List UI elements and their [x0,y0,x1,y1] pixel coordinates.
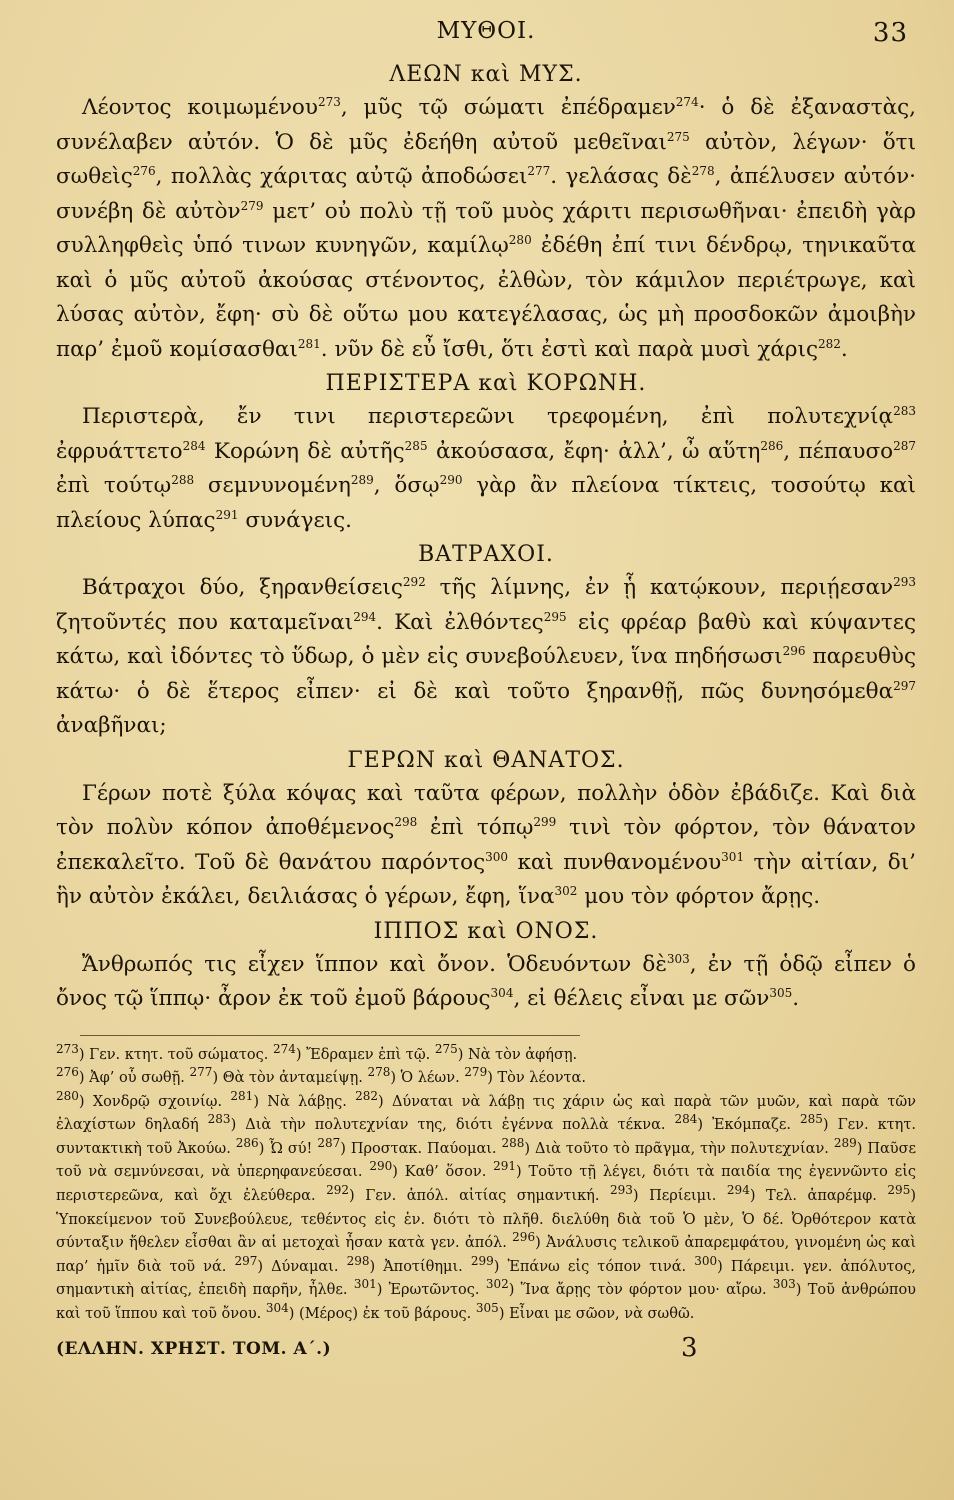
text-run: ) Ἔδραμεν ἐπὶ τῷ. [295,1046,435,1063]
footnote-ref: 295 [543,609,567,624]
footnote-ref: 275 [666,129,690,144]
text-run: ) Τοῦ ἀνθρώπου καὶ τοῦ ἵππου καὶ τοῦ ὄνου. [56,1282,916,1323]
footnote-ref: 287 [317,1136,341,1151]
footnote-ref: 276 [56,1065,79,1080]
footnote-ref: 281 [230,1088,254,1103]
footnote-ref: 291 [215,507,239,522]
footnotes-section [56,1041,917,1327]
text-run: Ἄνθρωπός τις εἶχεν ἵππον καὶ ὄνον. Ὁδευόντων δὲ [82,951,667,977]
fable-text [56,571,916,744]
text-run: ἐπὶ τούτῳ [56,473,172,498]
footnote-ref: 297 [234,1254,258,1269]
footnote-ref: 282 [355,1088,378,1103]
footnote-ref: 285 [800,1112,823,1127]
text-run: μετ’ οὐ πολὺ τῇ τοῦ μυὸς χάριτι περισωθῆναι· ἐπειδὴ γὰρ συλληφθεὶς ὑπό τινων κυνηγῶν, καμίλῳ [56,198,916,258]
footnote-ref: 280 [508,232,532,247]
footnote-ref: 282 [817,336,841,351]
running-title: ΜΥΘΟΙ. [436,18,536,44]
footnote-ref: 278 [367,1065,391,1080]
signature-text: (ΕΛΛΗΝ. ΧΡΗΣΤ. ΤΟΜ. Α΄.) [56,1338,332,1359]
footnote-ref: 297 [893,678,916,693]
footnote-ref: 296 [512,1230,536,1245]
text-run: ) (Μέρος) ἐκ τοῦ βάρους. [288,1306,476,1323]
footnote-ref: 286 [235,1136,259,1151]
footnote-ref: 273 [56,1041,79,1056]
footnote-ref: 288 [171,472,195,487]
text-run: Κορώνη δὲ αὐτῆς [205,438,405,464]
text-run: ) Νὰ λάβῃς. [253,1093,356,1110]
text-run: τὴν αἰτίαν, δι’ ἣν αὐτὸν ἐκάλει, δειλιάσας ὁ γέρων, ἔφη, ἵνα [56,849,916,909]
text-run: μου τὸν φόρτον ἄρῃς. [577,884,821,909]
footnote-ref: 299 [533,814,557,829]
text-run: ) Τὸν λέοντα. [487,1070,586,1087]
footnote-ref: 293 [610,1183,633,1198]
footnote-paragraph [56,1067,916,1091]
footnote-ref: 277 [527,163,551,178]
text-run: ἀκούσασα, ἔφη· ἀλλ’, ὦ αὕτη [427,438,761,464]
text-run: ) Χονδρῷ σχοινίῳ. [78,1093,231,1110]
footnote-ref: 304 [490,985,514,1000]
text-run: εἰς φρέαρ βαθὺ καὶ κύψαντες κάτω, καὶ ἰδόντες τὸ ὕδωρ, ὁ μὲν εἰς συνεβούλευεν, ἵνα πηδήσωσι [56,609,916,669]
footnote-ref: 292 [326,1183,350,1198]
fables-section [56,62,916,1017]
footnote-ref: 276 [132,163,156,178]
text-run: , ἐν τῇ ὁδῷ εἶπεν ὁ ὄνος τῷ ἵππῳ· ἆρον ἐκ τοῦ ἐμοῦ βάρους [56,951,916,1011]
text-run: ) Ἐκόμπαζε. [697,1117,800,1134]
text-run: ) Ἐπάνω εἰς τόπον τινά. [493,1258,695,1275]
text-run: ) Παῦσε τοῦ νὰ σεμνύνεσαι, νὰ ὑπερηφανεύεσαι. [56,1140,916,1181]
text-run: ) Γεν. ἀπόλ. αἰτίας σημαντική. [349,1188,610,1205]
footnote-ref: 281 [297,336,321,351]
text-run: Βάτραχοι δύο, ξηρανθείσεις [82,575,403,600]
footnote-ref: 302 [554,883,578,898]
text-run: ) Ὑποκείμενον τοῦ Συνεβούλευε, τεθέντος εἰς ἑν. διότι τὸ πλῆθ. διελύθη διὰ τοῦ Ὁ μὲν, Ὁ δέ. Ὀρθότερον κατὰ σύνταξιν ἤθελεν εἶσθαι ἂν αἱ μετοχαὶ ἦσαν κατὰ γεν. ἀπόλ. [56,1188,916,1252]
footnote-ref: 290 [369,1159,393,1174]
text-run: ) Ὦ σύ! [258,1140,318,1157]
text-run: καὶ πυνθανομένου [508,849,722,875]
page-number: 33 [872,18,908,48]
footnote-ref: 301 [353,1277,377,1292]
footnote-ref: 296 [782,643,806,658]
footnote-ref: 280 [56,1088,79,1103]
text-run: ) Περίειμι. [632,1188,727,1205]
footnote-ref: 303 [666,951,690,966]
fable-title: ΠΕΡΙΣΤΕΡΑ καὶ ΚΟΡΩΝΗ. [325,371,647,396]
text-run: . [792,986,800,1011]
text-run: ) Γεν. κτητ. τοῦ σώματος. [78,1046,273,1063]
text-run: , ὅσῳ [373,473,440,498]
footnote-ref: 273 [317,94,341,109]
text-run: . γελάσας δὲ [550,164,692,189]
footnote-ref: 301 [721,849,745,864]
running-head [56,18,916,58]
text-run: αὐτὸν, λέγων· ὅτι σωθεὶς [56,129,917,189]
footnote-ref: 274 [675,94,699,109]
fable-text [56,948,916,1017]
text-run: , μῦς τῷ σώματι ἐπέδραμεν [340,95,676,120]
footnote-ref: 283 [207,1112,231,1127]
text-run: , εἰ θέλεις εἶναι με σῶν [513,986,770,1011]
footnote-ref: 294 [726,1183,750,1198]
text-run: ) Ἵνα ἄρῃς τὸν φόρτον μου· αἴρω. [508,1282,773,1299]
footnote-ref: 298 [394,814,418,829]
text-run: . νῦν δὲ εὖ ἴσθι, ὅτι ἐστὶ καὶ παρὰ μυσὶ χάρις [320,336,818,362]
footnote-ref: 303 [772,1277,796,1292]
footnote-rule [80,1035,580,1036]
footnote-ref: 300 [485,849,509,864]
footnote-ref: 283 [893,403,916,418]
footnote-ref: 287 [893,438,916,453]
footnote-ref: 284 [674,1112,698,1127]
text-run: , πολλὰς χάριτας αὐτῷ ἀποδώσει [155,164,528,189]
text-run: ) Διὰ τὴν πολυτεχνίαν της, διότι ἐγέννα πολλὰ τέκνα. [230,1117,675,1134]
fable-title: ΒΑΤΡΑΧΟΙ. [418,542,554,567]
text-run: ) Γεν. κτητ. συντακτικὴ τοῦ Ἀκούω. [56,1117,917,1157]
text-run: ἐπὶ τόπῳ [417,815,534,840]
text-run: Γέρων ποτὲ ξύλα κόψας καὶ ταῦτα φέρων, πολλὴν ὁδὸν ἐβάδιζε. Καὶ διὰ τὸν πολὺν κόπον ἀποθέμενος [56,780,916,840]
footnote-ref: 290 [439,472,463,487]
footnote-ref: 299 [470,1254,494,1269]
printer-signature [56,1332,916,1371]
footnote-ref: 294 [353,609,377,624]
text-run: ) Τελ. ἀπαρέμφ. [749,1188,888,1205]
text-run: , πέπαυσο [783,438,894,464]
text-run: ) Προστακ. Παύομαι. [340,1140,502,1157]
text-run: ) Τοῦτο τῇ λέγει, διότι τὰ παιδία της ἐγεννῶντο εἰς περιστερεῶνα, καὶ ὄχι ἐλεύθερα. [56,1164,917,1205]
text-run: ) Καθ’ ὅσον. [392,1164,494,1181]
footnote-ref: 274 [273,1041,296,1056]
footnote-ref: 292 [402,574,426,589]
fable-title: ΓΕΡΩΝ καὶ ΘΑΝΑΤΟΣ. [347,747,625,773]
footnote-ref: 300 [694,1254,718,1269]
text-run: Περιστερὰ, ἔν τινι περιστερεῶνι τρεφομένη, ἐπὶ πολυτεχνίᾳ [82,404,894,429]
text-run: παρευθὺς κάτω· ὁ δὲ ἕτερος εἶπεν· εἰ δὲ καὶ τοῦτο ξηρανθῇ, πῶς δυνησόμεθα [56,644,916,704]
text-run: ἐφρυάττετο [56,438,183,464]
text-run: συνάγεις. [238,507,352,533]
text-run: . [840,336,848,362]
text-run: ) Εἶναι με σῶον, νὰ σωθῶ. [498,1306,695,1323]
text-run: ) Ὁ λέων. [390,1070,465,1087]
text-run: , ἀπέλυσεν αὐτόν· συνέβη δὲ αὐτὸν [56,164,916,224]
text-run: ) Πάρειμι. γεν. ἀπόλυτος, σημαντικὴ αἰτίας, ἐπειδὴ παρῆν, ἦλθε. [56,1258,917,1299]
fable-text [56,400,916,538]
footnote-ref: 285 [404,438,428,453]
text-run: ) Δύναμαι. [257,1258,347,1275]
footnote-ref: 289 [833,1136,857,1151]
text-run: · ὁ δὲ ἐξαναστὰς, συνέλαβεν αὐτόν. Ὁ δὲ μῦς ἐδεήθη αὐτοῦ μεθεῖναι [56,95,917,155]
text-run: ) Ἀφ’ οὗ σωθῇ. [78,1070,190,1087]
footnote-ref: 295 [887,1183,911,1198]
footnote-ref: 289 [350,472,374,487]
footnote-ref: 293 [893,574,917,589]
footnote-ref: 305 [475,1301,499,1316]
text-run: ) Ἐρωτῶντος. [376,1282,486,1299]
footnote-ref: 291 [493,1159,517,1174]
text-run: ) Θὰ τὸν ἀνταμείψῃ. [212,1070,368,1087]
footnote-ref: 305 [769,985,793,1000]
fable-title: ΛΕΩΝ καὶ ΜΥΣ. [389,62,583,87]
footnote-ref: 288 [501,1136,525,1151]
text-run: γὰρ ἂν πλείονα τίκτεις, τοσούτῳ καὶ πλείους λύπας [56,473,916,533]
text-run: ) Ἀποτίθημι. [369,1258,471,1275]
signature-number: 3 [680,1332,698,1363]
footnote-ref: 284 [182,438,206,453]
text-run: ) Δύναται νὰ λάβῃ τις χάριν ὡς καὶ παρὰ τῶν μυῶν, καὶ παρὰ τῶν ἐλαχίστων δηλαδή [56,1093,916,1134]
text-run: ) Διὰ τοῦτο τὸ πρᾶγμα, τὴν πολυτεχνίαν. [524,1140,834,1157]
footnote-ref: 302 [485,1277,509,1292]
fable-title: ΙΠΠΟΣ καὶ ΟΝΟΣ. [373,918,599,944]
footnote-paragraph [56,1088,917,1327]
footnote-ref: 278 [691,163,715,178]
footnote-ref: 298 [346,1254,370,1269]
text-run: ) Νὰ τὸν ἀφήσῃ. [457,1046,578,1063]
text-run: ἐδέθη ἐπί τινι δένδρῳ, τηνικαῦτα καὶ ὁ μῦς αὐτοῦ ἀκούσας στένοντος, ἐλθὼν, τὸν κάμιλον περιέτρωγε, καὶ λύσας αὐτὸν, ἔφη· σὺ δὲ οὕτω μου κατεγέλασας, ὡς μὴ προσδοκῶν ἀμοιβὴν παρ’ ἐμοῦ κομίσασθαι [56,233,917,362]
footnote-ref: 279 [464,1065,488,1080]
text-run: ἀναβῆναι; [56,713,167,738]
text-run: σεμνυνομένη [194,473,351,498]
footnote-ref: 279 [240,198,264,213]
fable-text [56,91,916,367]
footnote-ref: 304 [265,1301,289,1316]
footnote-ref: 286 [760,438,784,453]
text-run: ζητοῦντές που καταμεῖναι [56,609,354,635]
text-run: ) Ἀνάλυσις τελικοῦ ἀπαρεμφάτου, γινομένη ὡς καὶ παρ’ ἡμῖν διὰ τοῦ νά. [56,1235,916,1275]
text-run: Λέοντος κοιμωμένου [82,95,318,120]
footnote-paragraph [56,1041,916,1068]
text-run: τινὶ τὸν φόρτον, τὸν θάνατον ἐπεκαλεῖτο. Τοῦ δὲ θανάτου παρόντος [56,815,916,875]
text-run: . Καὶ ἐλθόντες [376,609,544,635]
footnote-ref: 275 [434,1041,458,1056]
footnote-ref: 277 [189,1065,213,1080]
fable-text [56,777,916,915]
text-run: τῆς λίμνης, ἐν ᾗ κατῴκουν, περιῄεσαν [425,575,894,600]
